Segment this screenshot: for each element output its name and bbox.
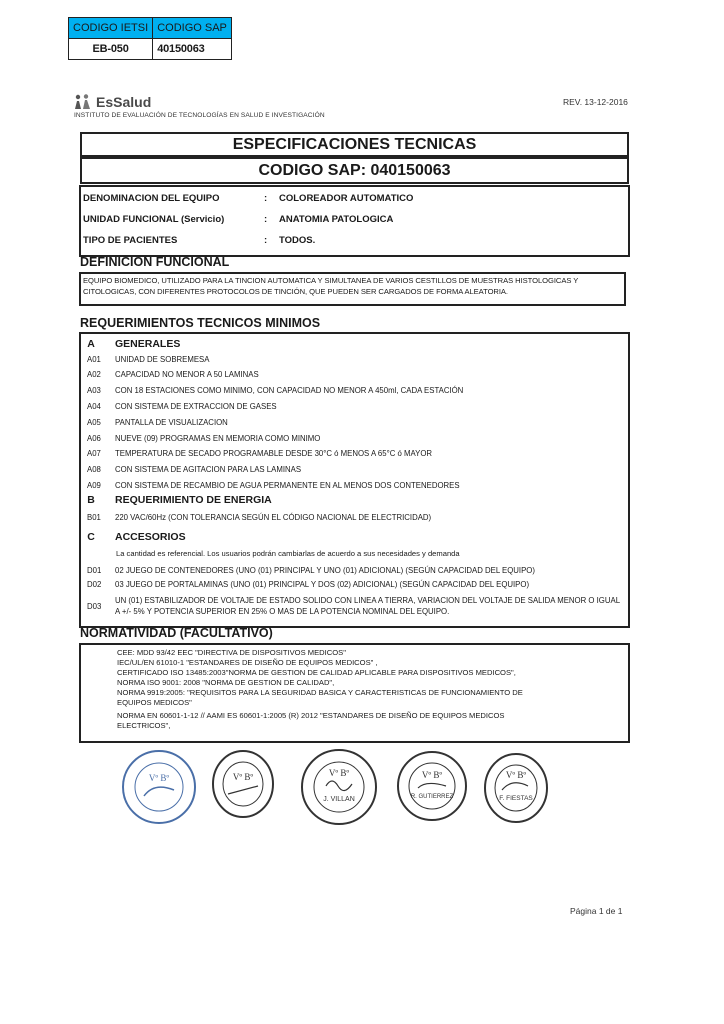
svg-text:Vº Bº: Vº Bº (505, 770, 527, 780)
patient-type-row: TIPO DE PACIENTES : TODOS. (83, 235, 316, 246)
page-number: Página 1 de 1 (570, 906, 623, 916)
stamp-3 (300, 746, 378, 828)
requirements-box: A GENERALES A01 UNIDAD DE SOBREMESA A02 CAPACIDAD NO MENOR A 50 LAMINAS A03 CON 18 ESTACIONES COMO MINIMO, CON CAPACIDAD NO MENOR A 450ml, CADA ESTACIÓN A04 CON SISTEMA DE EXTRACCION DE GASES A05 PANTALLA DE VISUALIZACION A06 NUEVE (09) PROGRAMAS EN MEMORIA COMO MINIMO A07 TEMPERATURA DE SECADO PROGRAMABLE DESDE 30°C ó MENOS A 65°C ó MAYOR A08 CON SISTEMA DE AGITACION PARA LAS LAMINAS A09 CON SISTEMA DE RECAMBIO DE AGUA PERMANENTE EN AL MENOS DOS CONTENEDORES B REQUERIMIENTO DE ENERGIA B01 220 VAC/60Hz (CON TOLERANCIA SEGÚN EL CÓDIGO NACIONAL DE ELECTRICIDAD) C ACCESORIOS La cantidad es referencial. Los usuarios podrán cambiarlas de acuerdo a sus necesidades y demanda D01 02 JUEGO DE CONTENEDORES (UNO (01) PRINCIPAL Y UNO (01) ADICIONAL) (SEGÚN CAPACIDAD DEL EQUIPO) D02 03 JUEGO DE PORTALAMINAS (UNO (01) PRINCIPAL Y DOS (02) ADICIONAL) (SEGÚN CAPACIDAD DEL EQUIPO) D03 UN (01) ESTABILIZADOR DE VOLTAJE DE ESTADO SOLIDO CON LINEA A TIERRA, VARIACION DEL VOLTAJE DE SALIDA MENOR O IGUAL A +/- 5% Y POTENCIA SUPERIOR EN 25% O MAS DE LA POTENCIA NOMINAL DEL EQUIPO. (79, 332, 630, 628)
regulations-box (79, 643, 630, 743)
regulations-heading: NORMATIVIDAD (FACULTATIVO) (80, 626, 273, 640)
revision-date: REV. 13-12-2016 (563, 97, 628, 107)
svg-text:Vº Bº: Vº Bº (148, 773, 170, 783)
group-letter: B (87, 494, 95, 506)
regulation-line: CERTIFICADO ISO 13485:2003"NORMA DE GESTION DE CALIDAD APLICABLE PARA DISPOSITIVOS MEDICOS", (117, 668, 516, 677)
patient-type-value: TODOS. (279, 235, 316, 246)
stamp-1 (120, 748, 198, 826)
group-letter: A (87, 338, 95, 350)
stamp-2 (210, 748, 276, 820)
svg-text:Vº Bº: Vº Bº (328, 768, 350, 778)
sap-code-title: CODIGO SAP: 040150063 (80, 157, 629, 184)
svg-text:R. GUTIERREZ: R. GUTIERREZ (410, 794, 454, 800)
regulation-line: NORMA EN 60601-1-12 // AAMI ES 60601-1:2005 (R) 2012 "ESTANDARES DE DISEÑO DE EQUIPOS MEDICOS (117, 711, 505, 720)
code-table (68, 17, 232, 60)
denomination-value: COLOREADOR AUTOMATICO (279, 193, 414, 204)
regulation-line: ELECTRICOS", (117, 721, 171, 730)
regulation-line: CEE: MDD 93/42 EEC "DIRECTIVA DE DISPOSITIVOS MEDICOS" (117, 648, 346, 657)
functional-unit-row: UNIDAD FUNCIONAL (Servicio) : ANATOMIA PATOLOGICA (83, 214, 394, 225)
accessories-note: La cantidad es referencial. Los usuarios podrán cambiarlas de acuerdo a sus necesidades y demanda (116, 549, 460, 558)
codigo-sap-value: 40150063 (153, 39, 232, 60)
functional-definition-text: EQUIPO BIOMEDICO, UTILIZADO PARA LA TINCION AUTOMATICA Y SIMULTANEA DE VARIOS CESTILLOS DE MUESTRAS HISTOLOGICAS Y CITOLOGICAS, CON DIFERENTES PROTOCOLOS DE TINCIÓN, QUE PUEDEN SER CARGADOS DE FORMA ALEATORIA. (79, 272, 626, 306)
functional-unit-label: UNIDAD FUNCIONAL (Servicio) (83, 214, 225, 225)
functional-definition-heading: DEFINICION FUNCIONAL (80, 255, 230, 269)
stamp-4 (396, 748, 468, 824)
institute-name: INSTITUTO DE EVALUACIÓN DE TECNOLOGÍAS EN SALUD E INVESTIGACIÓN (74, 112, 325, 119)
svg-text:Vº Bº: Vº Bº (232, 772, 254, 782)
regulation-line: IEC/UL/EN 61010-1 "ESTANDARES DE DISEÑO DE EQUIPOS MEDICOS" , (117, 658, 378, 667)
svg-text:F. FIESTAS: F. FIESTAS (499, 795, 533, 802)
regulation-line: EQUIPOS MEDICOS" (117, 698, 192, 707)
equipment-denomination-box (79, 185, 630, 257)
people-icon (74, 94, 94, 110)
regulation-line: NORMA 9919:2005: "REQUISITOS PARA LA SEGURIDAD BASICA Y CARACTERISTICAS DE FUNCIONAMIENTO DE (117, 688, 523, 697)
codigo-sap-header: CODIGO SAP (153, 18, 232, 39)
group-title: GENERALES (115, 338, 181, 350)
codigo-ietsi-header: CODIGO IETSI (69, 18, 153, 39)
group-title: ACCESORIOS (115, 531, 186, 543)
patient-type-label: TIPO DE PACIENTES (83, 235, 178, 246)
regulation-line: NORMA ISO 9001: 2008 "NORMA DE GESTION DE CALIDAD", (117, 678, 335, 687)
svg-text:J. VILLAN: J. VILLAN (323, 796, 355, 803)
denomination-row: DENOMINACION DEL EQUIPO : COLOREADOR AUTOMATICO (83, 193, 414, 204)
document-title: ESPECIFICACIONES TECNICAS (80, 132, 629, 157)
denomination-label: DENOMINACION DEL EQUIPO (83, 193, 220, 204)
requirements-heading: REQUERIMIENTOS TECNICOS MINIMOS (80, 316, 321, 330)
brand-name: EsSalud (96, 94, 152, 110)
functional-unit-value: ANATOMIA PATOLOGICA (279, 214, 394, 225)
stamp-5 (482, 750, 550, 826)
group-title: REQUERIMIENTO DE ENERGIA (115, 494, 272, 506)
codigo-ietsi-value: EB-050 (69, 39, 153, 60)
approval-stamps (120, 746, 550, 830)
group-letter: C (87, 531, 95, 543)
svg-text:Vº Bº: Vº Bº (421, 770, 443, 780)
